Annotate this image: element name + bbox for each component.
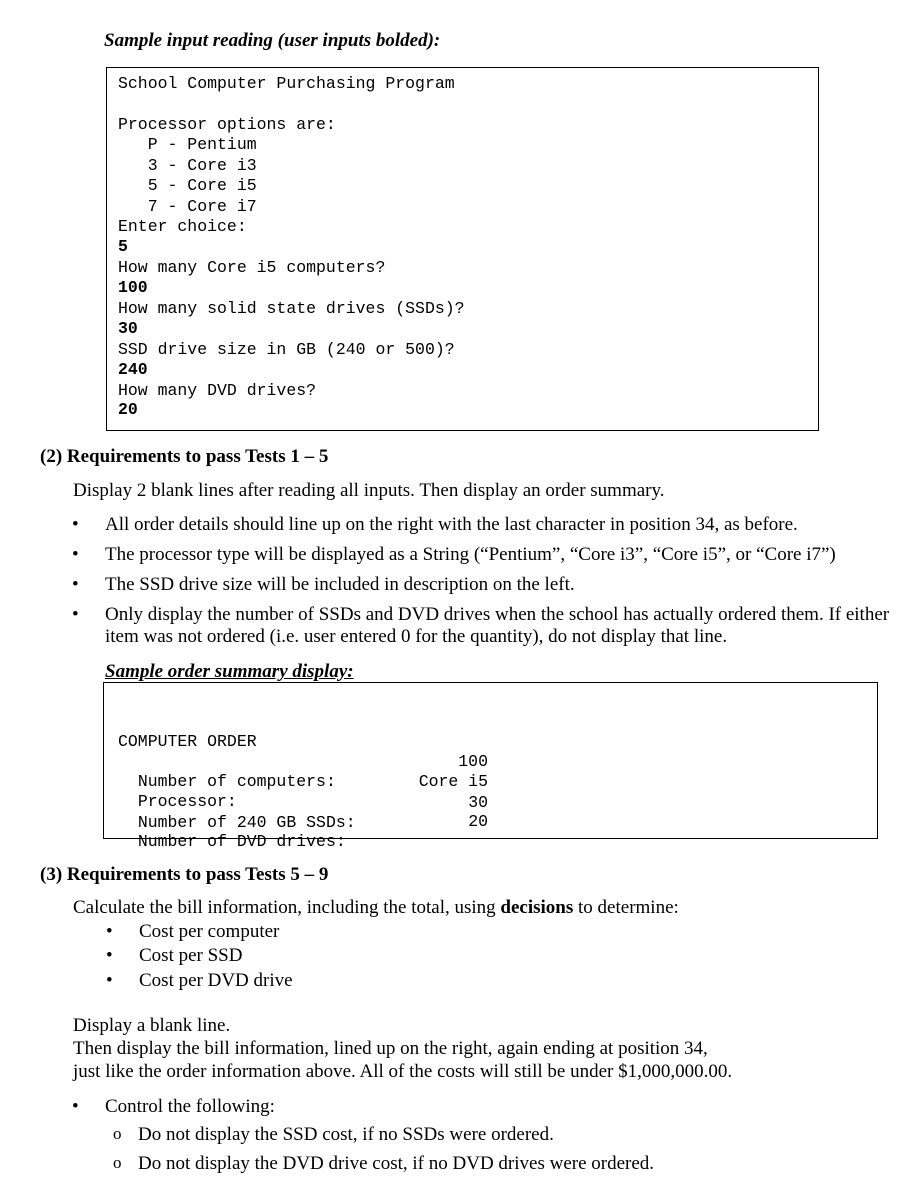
bullet-dot: • (106, 921, 113, 942)
bill-paragraph-line: Then display the bill information, lined up on the right, again ending at position 34, (73, 1038, 708, 1059)
console-line: Processor options are: (118, 115, 336, 134)
summary-label: Number of 240 GB SSDs: (137, 813, 356, 832)
cost-item: Cost per DVD drive (139, 970, 293, 991)
console-line: How many DVD drives? (118, 381, 317, 400)
bullet-dot: • (72, 574, 79, 595)
console-line: Enter choice: (118, 217, 247, 236)
summary-title: COMPUTER ORDER (118, 732, 257, 751)
console-line: 7 - Core i7 (118, 197, 257, 216)
user-input-line: 100 (118, 278, 148, 297)
control-label: Control the following: (105, 1096, 275, 1117)
user-input-line: 30 (118, 319, 138, 338)
console-line: How many solid state drives (SSDs)? (118, 299, 465, 318)
summary-label: Number of DVD drives: (137, 832, 346, 851)
user-input-line: 240 (118, 360, 148, 379)
console-line: 3 - Core i3 (118, 156, 257, 175)
circle-bullet: o (113, 1153, 122, 1172)
summary-value: 100 (458, 752, 488, 771)
section3-intro (73, 897, 679, 919)
bullet-dot: • (72, 544, 79, 565)
user-input-line: 5 (118, 237, 128, 256)
sample-input-heading: Sample input reading (user inputs bolded): (104, 30, 441, 51)
circle-bullet: o (113, 1124, 122, 1143)
summary-row (118, 812, 488, 872)
bullet-dot: • (72, 604, 79, 625)
bullet-dot: • (72, 1096, 79, 1117)
console-line: SSD drive size in GB (240 or 500)? (118, 340, 455, 359)
section2-intro: Display 2 blank lines after reading all inputs. Then display an order summary. (73, 480, 665, 501)
section2-title: (2) Requirements to pass Tests 1 – 5 (40, 446, 329, 467)
console-line: How many Core i5 computers? (118, 258, 386, 277)
summary-heading: Sample order summary display: (105, 661, 354, 682)
section3-title: (3) Requirements to pass Tests 5 – 9 (40, 864, 329, 885)
control-item: Do not display the DVD drive cost, if no DVD drives were ordered. (138, 1153, 655, 1174)
bullet-dot: • (72, 514, 79, 535)
console-line: 5 - Core i5 (118, 176, 257, 195)
bullet-dot: • (106, 970, 113, 991)
summary-value: Core i5 (418, 772, 488, 791)
section2-bullet: The SSD drive size will be included in description on the left. (105, 574, 575, 595)
intro-text: to determine: (573, 897, 679, 918)
control-item: Do not display the SSD cost, if no SSDs were ordered. (138, 1124, 554, 1145)
console-line: P - Pentium (118, 135, 257, 154)
bullet-dot: • (106, 945, 113, 966)
summary-label: Processor: (137, 792, 237, 811)
intro-bold: decisions (500, 897, 574, 918)
section2-bullet: All order details should line up on the right with the last character in position 34, as before. (105, 514, 798, 535)
cost-item: Cost per SSD (139, 945, 243, 966)
intro-text: Calculate the bill information, including the total, using (73, 897, 501, 918)
summary-label: Number of computers: (137, 772, 336, 791)
summary-value: 20 (468, 812, 488, 831)
bill-paragraph-line: Display a blank line. (73, 1015, 231, 1036)
section2-bullet: Only display the number of SSDs and DVD drives when the school has actually ordered them. If either item was not ordered (i.e. user entered 0 for the quantity), do not display that line. (105, 604, 890, 647)
user-input-line: 20 (118, 400, 138, 419)
summary-value: 30 (468, 793, 488, 812)
section2-bullet: The processor type will be displayed as a String (“Pentium”, “Core i3”, “Core i5”, or “Core i7”) (105, 544, 836, 565)
program-title-line: School Computer Purchasing Program (118, 74, 455, 93)
cost-item: Cost per computer (139, 921, 280, 942)
bill-paragraph-line: just like the order information above. All of the costs will still be under $1,000,000.00. (73, 1061, 733, 1082)
